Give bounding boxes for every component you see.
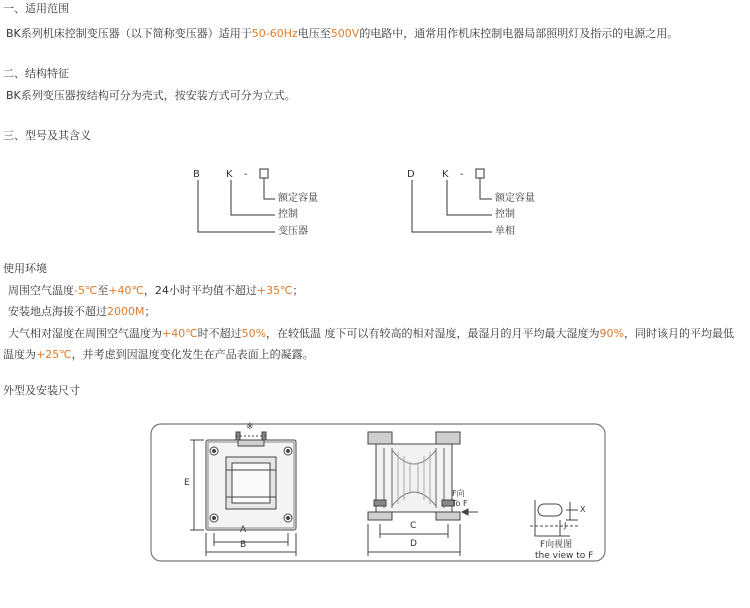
section-1-text: BK系列机床控制变压器（以下简称变压器）适用于50-60Hz电压至500V的电路中，通常用作机床控制电器局部照明灯及指示的电源之用。 xyxy=(6,27,679,40)
dim-label-to-f: To F xyxy=(452,499,468,508)
section-3-title: 三、型号及其含义 xyxy=(3,129,91,142)
env-line-humidity: 大气相对湿度在周围空气温度为+40℃时不超过50%，在较低温 度下可以有较高的相对湿度，最湿月的月平均最大湿度为90%，同时该月的平均最低 xyxy=(8,327,734,340)
f-view-caption-en: the view to F xyxy=(535,551,594,561)
dk-dash: - xyxy=(460,169,464,180)
dim-label-f-direction: F向 xyxy=(452,489,465,498)
bk-letter-k: K xyxy=(226,169,233,180)
bk-dash: - xyxy=(244,169,248,180)
env-line-altitude: 安装地点海拔不超过2000M； xyxy=(8,305,156,318)
f-view-caption: F向视图 xyxy=(540,540,573,550)
dk-letter-d: D xyxy=(407,169,415,180)
section-2-text: BK系列变压器按结构可分为壳式，按安装方式可分为立式。 xyxy=(6,89,296,102)
dims-title: 外型及安装尺寸 xyxy=(3,384,80,397)
dk-label-single-phase: 单相 xyxy=(495,226,515,237)
section-2-title: 二、结构特征 xyxy=(3,67,69,80)
bk-label-capacity: 额定容量 xyxy=(278,193,318,204)
dim-label-x: X xyxy=(580,505,586,514)
dim-label-e: E xyxy=(184,478,190,488)
env-title: 使用环境 xyxy=(3,262,47,275)
bk-letter-b: B xyxy=(193,169,200,180)
dim-label-c: C xyxy=(410,521,417,531)
env-line-temperature: 周围空气温度-5℃至+40℃，24小时平均值不超过+35℃； xyxy=(8,284,304,297)
section-1-title: 一、适用范围 xyxy=(3,2,69,15)
dim-label-b: B xyxy=(240,540,247,550)
dim-label-d: D xyxy=(410,539,417,549)
env-line-condensation: 温度为+25℃，并考虑到因温度变化发生在产品表面上的凝露。 xyxy=(3,348,314,361)
bk-label-transformer: 变压器 xyxy=(278,226,308,237)
dim-label-j: J xyxy=(564,521,567,530)
dim-label-star: ※ xyxy=(246,422,254,432)
f-view xyxy=(530,500,580,536)
dk-label-control: 控制 xyxy=(495,209,515,220)
dk-letter-k: K xyxy=(442,169,449,180)
front-view xyxy=(190,432,296,556)
dim-label-a: A xyxy=(240,525,247,535)
bk-label-control: 控制 xyxy=(278,209,298,220)
dk-label-capacity: 额定容量 xyxy=(495,193,535,204)
